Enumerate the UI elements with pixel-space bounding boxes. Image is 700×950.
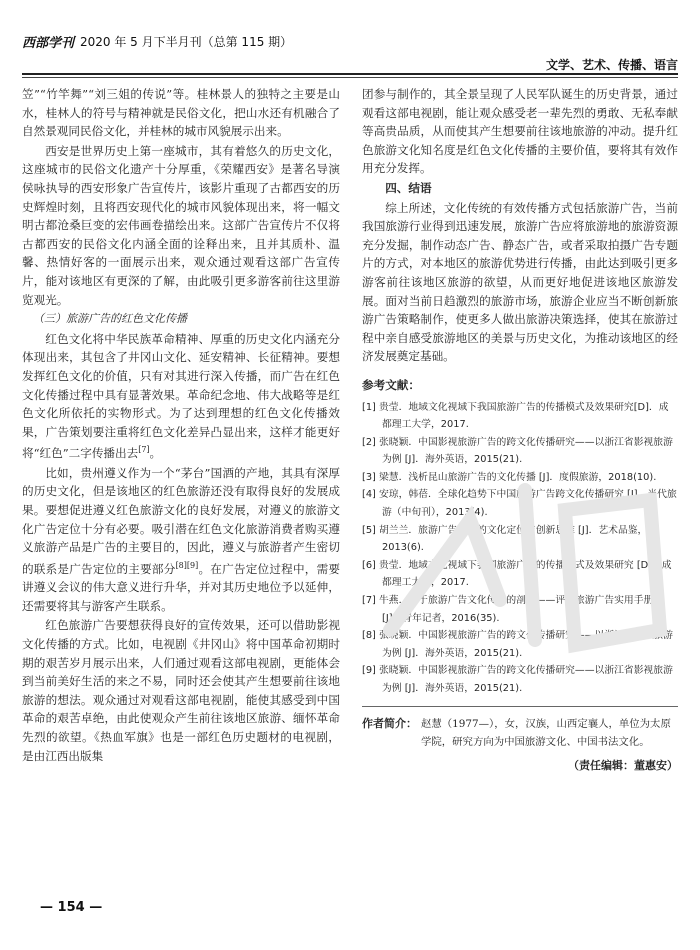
paragraph: 红色旅游广告要想获得良好的宣传效果，还可以借助影视文化传播的方式。比如，电视剧《井冈山》将中国革命初期时期的艰苦岁月展示出来，人们通过观看这部电视剧，更能体会到当前美好生活的来之不易，同时还会使其产生想要前往该地旅游的想法。观众通过对观看这部电视剧，能使其感受到中国革命的艰苦卓绝，由此使观众产生前往该地区旅游、缅怀革命先烈的欲望。《热血军旗》也是一部红色历史题材的电视剧，是由江西出版集 <box>22 618 340 763</box>
reference-item: [8] 张晓颖．中国影视旅游广告的跨文化传播研究——以浙江省影视旅游为例 [J]．海外英语，2015(21). <box>362 630 673 659</box>
journal-logo: 西部学刊 <box>22 36 75 51</box>
paragraph: 团参与制作的，其全景呈现了人民军队诞生的历史背景，通过观看这部电视剧，能让观众感受老一辈先烈的勇敢、无私奉献等高贵品质，从而使其产生想要前往该地旅游的冲动。提升红色旅游文化知名度是红色文化传播的主要价值，要将其有效作用充分发挥。 <box>362 87 678 176</box>
reference-item: [9] 张晓颖．中国影视旅游广告的跨文化传播研究——以浙江省影视旅游为例 [J]．海外英语，2015(21). <box>362 665 673 694</box>
citation: [8][9] <box>175 560 199 570</box>
author-bio-label: 作者简介： <box>362 716 417 730</box>
references-title: 参考文献： <box>362 377 420 392</box>
reference-list <box>362 399 678 698</box>
reference-item: [3] 梁慧．浅析昆山旅游广告的文化传播 [J]．度假旅游，2018(10). <box>362 471 657 483</box>
subsection-heading: （三）旅游广告的红色文化传播 <box>33 312 187 326</box>
page-header <box>22 30 678 70</box>
author-bio <box>362 715 678 751</box>
header-rule-thin <box>22 77 678 78</box>
reference-item: [1] 贵莹．地域文化视域下我国旅游广告的传播模式及效果研究[D]．成都理工大学，2017. <box>362 401 669 431</box>
reference-item: [4] 安琼，韩蓓．全球化趋势下中国旅游广告跨文化传播研究 [J]．当代旅游（中旬刊），2013(4). <box>362 489 677 519</box>
author-bio-text: 赵慧（1977—），女，汉族，山西定襄人，单位为太原学院，研究方向为中国旅游文化、中国书法文化。 <box>421 717 671 748</box>
paragraph <box>22 330 340 463</box>
paragraph: 综上所述，文化传统的有效传播方式包括旅游广告，当前我国旅游行业得到迅速发展，旅游广告应将旅游地的旅游资源充分发掘，制作动态广告、静态广告，或者采取拍摄广告专题片的方式，对本地区的旅游优势进行传播，由此达到吸引更多游客前往该地区旅游的欲望，从而更好地促进该地区旅游发展。面对当前日趋激烈的旅游市场，旅游企业应当不断创新旅游广告策略制作，使更多人做出旅游决策选择，使其在旅游过程中亲自感受旅游地区的美景与历史文化，为推动该地区的经济发展奠定基础。 <box>362 200 678 364</box>
left-column <box>22 85 340 766</box>
reference-item: [7] 牛燕．关于旅游广告文化传播的剖析——评《旅游广告实用手册》[J]．青年记者，2016(35). <box>362 595 664 624</box>
paragraph: 笠”“竹竿舞”“刘三姐的传说”等。桂林景人的独特之主要是山水，桂林人的符号与精神就是民俗文化，把山水还有机融合了自然景观同民俗文化，并桂林的城市风貌展示出来。 <box>22 87 340 139</box>
citation: [7] <box>138 445 150 455</box>
references-divider <box>362 706 678 707</box>
reference-item: [6] 贵莹．地域文化视域下我国旅游广告的传播模式及效果研究 [D]．成都理工大学，2017. <box>362 559 672 589</box>
paragraph-text: 。 <box>149 446 162 461</box>
paragraph-text: 比如，贵州遵义作为一个“茅台”国酒的产地，其具有深厚的历史文化，但是该地区的红色旅游还没有取得良好的发展成果。要想促进遵义红色旅游文化的良好发展，对遵义的旅游文化广告定位十分有必要。吸引潜在红色文化旅游消费者购买遵义旅游产品是广告的主要目的，因此，遵义与旅游者产生密切的联系是广告定位的主要部分 <box>22 465 340 576</box>
reference-item: [5] 胡兰兰．旅游广告设计的文化定位与创新思维 [J]．艺术品鉴，2013(6). <box>362 524 648 554</box>
section-tag: 文学、艺术、传播、语言 <box>545 58 678 72</box>
paragraph-text: 。在广告定位过程中，需要讲遵义会议的伟大意义进行升华，并对其历史地位予以延伸，还需要将其与游客产生联系。 <box>22 561 340 613</box>
paragraph: 西安是世界历史上第一座城市，其有着悠久的历史文化，这座城市的民俗文化遗产十分厚重，《荣耀西安》是著名导演侯咏执导的西安形象广告宣传片，该影片重现了古都西安的历史辉煌时刻，且将西安现代化的城市风貌体现出来，将一幅文明古都沧桑巨变的宏伟画卷描绘出来。这部广告宣传片不仅将古都西安的民俗文化内涵全面的诠释出来，且并其质朴、温馨、热情好客的一面展示出来，观众通过观看这部广告宣传片，能对该地区有更深的了解，由此吸引更多游客前往这里游览观光。 <box>22 143 340 307</box>
right-column <box>362 85 678 775</box>
reference-item: [2] 张晓颖．中国影视旅游广告的跨文化传播研究——以浙江省影视旅游为例 [J]．海外英语，2015(21). <box>362 436 673 466</box>
paragraph-text: 红色文化将中华民族革命精神、厚重的历史文化内涵充分体现出来，其包含了井冈山文化、延安精神、长征精神。要想发挥红色文化的价值，只有对其进行深入传播，而广告在红色文化传播过程中具有显著效果。革命纪念地、伟大战略等是红色文化所依托的实物形式。为了达到理想的红色文化传播效果，广告策划要注重将红色文化差异凸显出来，这样才能更好将“红色”二字传播出去 <box>22 331 340 461</box>
issue-info: 2020 年 5 月下半月刊（总第 115 期） <box>80 35 293 49</box>
section-heading: 四、结语 <box>385 180 432 195</box>
paragraph <box>22 464 340 616</box>
header-rule-thick <box>22 73 678 75</box>
editor-credit: （责任编辑：董惠安） <box>568 758 678 772</box>
page-number: — 154 — <box>40 900 103 915</box>
